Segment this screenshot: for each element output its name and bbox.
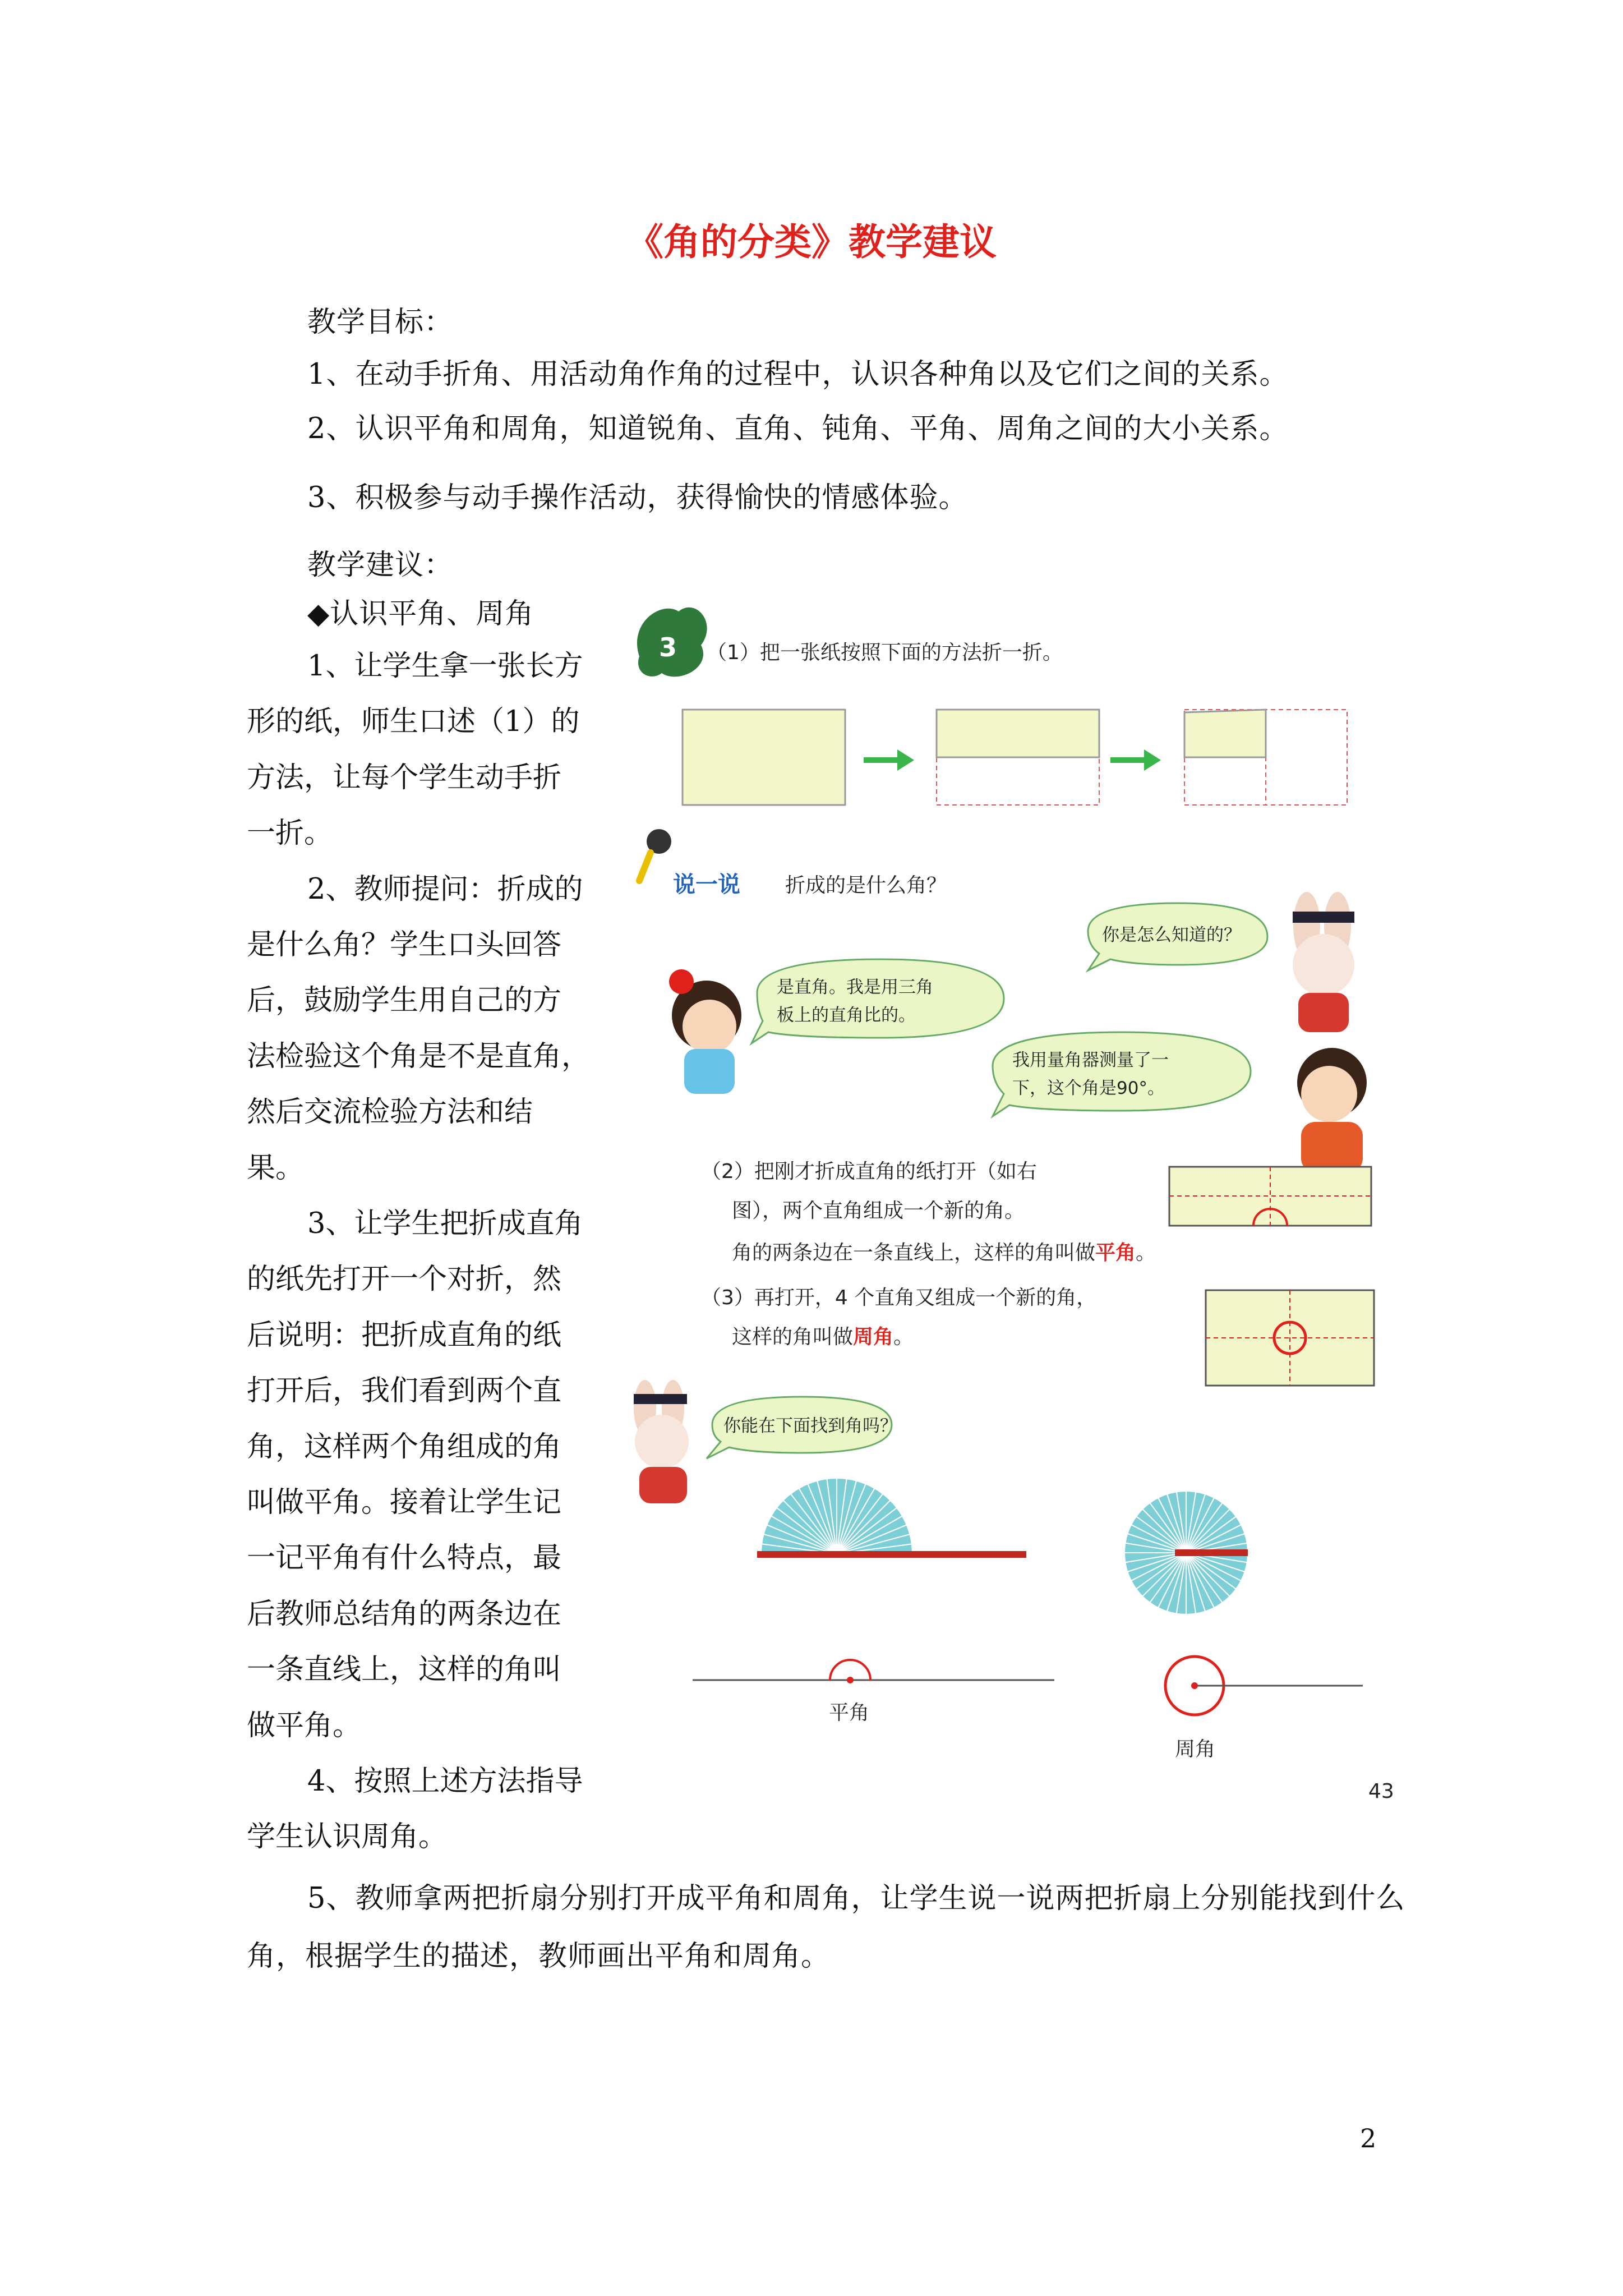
- label-straight-angle: 平角: [829, 1701, 870, 1724]
- suggestion-line: 1、让学生拿一张长方: [307, 650, 583, 683]
- say-label: 说一说: [673, 872, 740, 898]
- leaf-number-badge: [637, 608, 707, 677]
- objective-item: 3、积极参与动手操作活动，获得愉快的情感体验。: [307, 481, 968, 514]
- paper-folded-quarter: [1184, 710, 1266, 757]
- suggestion-line: 果。: [247, 1151, 305, 1185]
- bubble-boy-line2: 下，这个角是90°。: [1012, 1078, 1165, 1098]
- badge-number: 3: [659, 632, 677, 662]
- suggestion-line: 然后交流检验方法和结: [247, 1096, 533, 1129]
- speech-bubble: [993, 1032, 1251, 1116]
- step-2-line1: （2）把刚才折成直角的纸打开（如右: [701, 1160, 1037, 1183]
- suggestion-line: 是什么角？学生口头回答: [247, 928, 562, 961]
- microphone-icon: [639, 829, 671, 881]
- suggestion-line: 后说明：把折成直角的纸: [247, 1318, 562, 1352]
- suggestion-full-line: 角，根据学生的描述，教师画出平角和周角。: [247, 1940, 831, 1973]
- bubble-girl-line1: 是直角。我是用三角: [777, 977, 933, 997]
- rabbit-character: [634, 1380, 689, 1503]
- say-question: 折成的是什么角？: [785, 874, 947, 897]
- objective-item: 1、在动手折角、用活动角作角的过程中，认识各种角以及它们之间的关系。: [307, 358, 1289, 391]
- page-number: 2: [1360, 2123, 1377, 2154]
- suggestion-line: 形的纸，师生口述（1）的: [247, 705, 580, 739]
- suggestion-line: 的纸先打开一个对折，然: [247, 1263, 562, 1296]
- suggestion-line: 法检验这个角是不是直角，: [247, 1039, 591, 1073]
- speech-bubble: [751, 959, 1004, 1043]
- rabbit-character: [1293, 892, 1354, 1032]
- bubble-girl-line2: 板上的直角比的。: [777, 1005, 916, 1025]
- arrow-icon: [1110, 749, 1161, 771]
- textbook-illustration: [628, 600, 1408, 1812]
- fan-rod: [1175, 1549, 1248, 1556]
- step-2-line3: 角的两条边在一条直线上，这样的角叫做平角。: [732, 1241, 1156, 1264]
- suggestions-heading: 教学建议：: [307, 549, 454, 582]
- step-3-line2: 这样的角叫做周角。: [732, 1326, 914, 1349]
- half-open-fan: [761, 1478, 912, 1554]
- step-3-line1: （3）再打开，4 个直角又组成一个新的角，: [701, 1286, 1097, 1309]
- boy-character: [1297, 1048, 1367, 1172]
- suggestion-line: 一折。: [247, 817, 333, 850]
- suggestion-line: 4、按照上述方法指导: [307, 1765, 583, 1798]
- bubble-rabbit2-text: 你能在下面找到角吗？: [723, 1416, 897, 1436]
- book-page-number: 43: [1368, 1780, 1394, 1803]
- suggestion-line: 方法，让每个学生动手折: [247, 761, 562, 794]
- suggestion-full-line: 5、教师拿两把折扇分别打开成平角和周角，让学生说一说两把折扇上分别能找到什么: [307, 1882, 1405, 1915]
- suggestion-line: 学生认识周角。: [247, 1820, 448, 1854]
- paper-folded-half: [937, 710, 1099, 757]
- suggestion-line: 叫做平角。接着让学生记: [247, 1486, 562, 1519]
- paper-unfolded: [683, 710, 845, 805]
- fan-rod: [757, 1551, 1026, 1558]
- step-2-line2: 图），两个直角组成一个新的角。: [732, 1199, 1025, 1222]
- term-straight-angle: 平角: [1095, 1241, 1136, 1264]
- suggestion-line: 3、让学生把折成直角: [307, 1207, 583, 1240]
- objectives-heading: 教学目标：: [307, 306, 454, 339]
- arrow-icon: [864, 749, 914, 771]
- suggestion-line: 一条直线上，这样的角叫: [247, 1653, 562, 1687]
- objective-item: 2、认识平角和周角，知道锐角、直角、钝角、平角、周角之间的大小关系。: [307, 412, 1289, 445]
- suggestions-section: ◆认识平角、周角: [307, 597, 534, 631]
- suggestion-line: 做平角。: [247, 1709, 362, 1742]
- term-round-angle: 周角: [853, 1326, 894, 1349]
- bubble-rabbit-text: 你是怎么知道的？: [1102, 925, 1241, 945]
- step-1-text: （1）把一张纸按照下面的方法折一折。: [707, 641, 1063, 664]
- page-title: 《角的分类》教学建议: [626, 220, 997, 264]
- suggestion-line: 一记平角有什么特点，最: [247, 1542, 562, 1575]
- suggestion-line: 后，鼓励学生用自己的方: [247, 984, 562, 1018]
- suggestion-line: 后教师总结角的两条边在: [247, 1597, 562, 1631]
- bubble-boy-line1: 我用量角器测量了一: [1012, 1050, 1169, 1070]
- label-round-angle: 周角: [1175, 1738, 1216, 1761]
- girl-character: [669, 969, 741, 1094]
- suggestion-line: 打开后，我们看到两个直: [247, 1374, 562, 1408]
- suggestion-line: 2、教师提问：折成的: [307, 872, 583, 906]
- suggestion-line: 角，这样两个角组成的角: [247, 1430, 562, 1464]
